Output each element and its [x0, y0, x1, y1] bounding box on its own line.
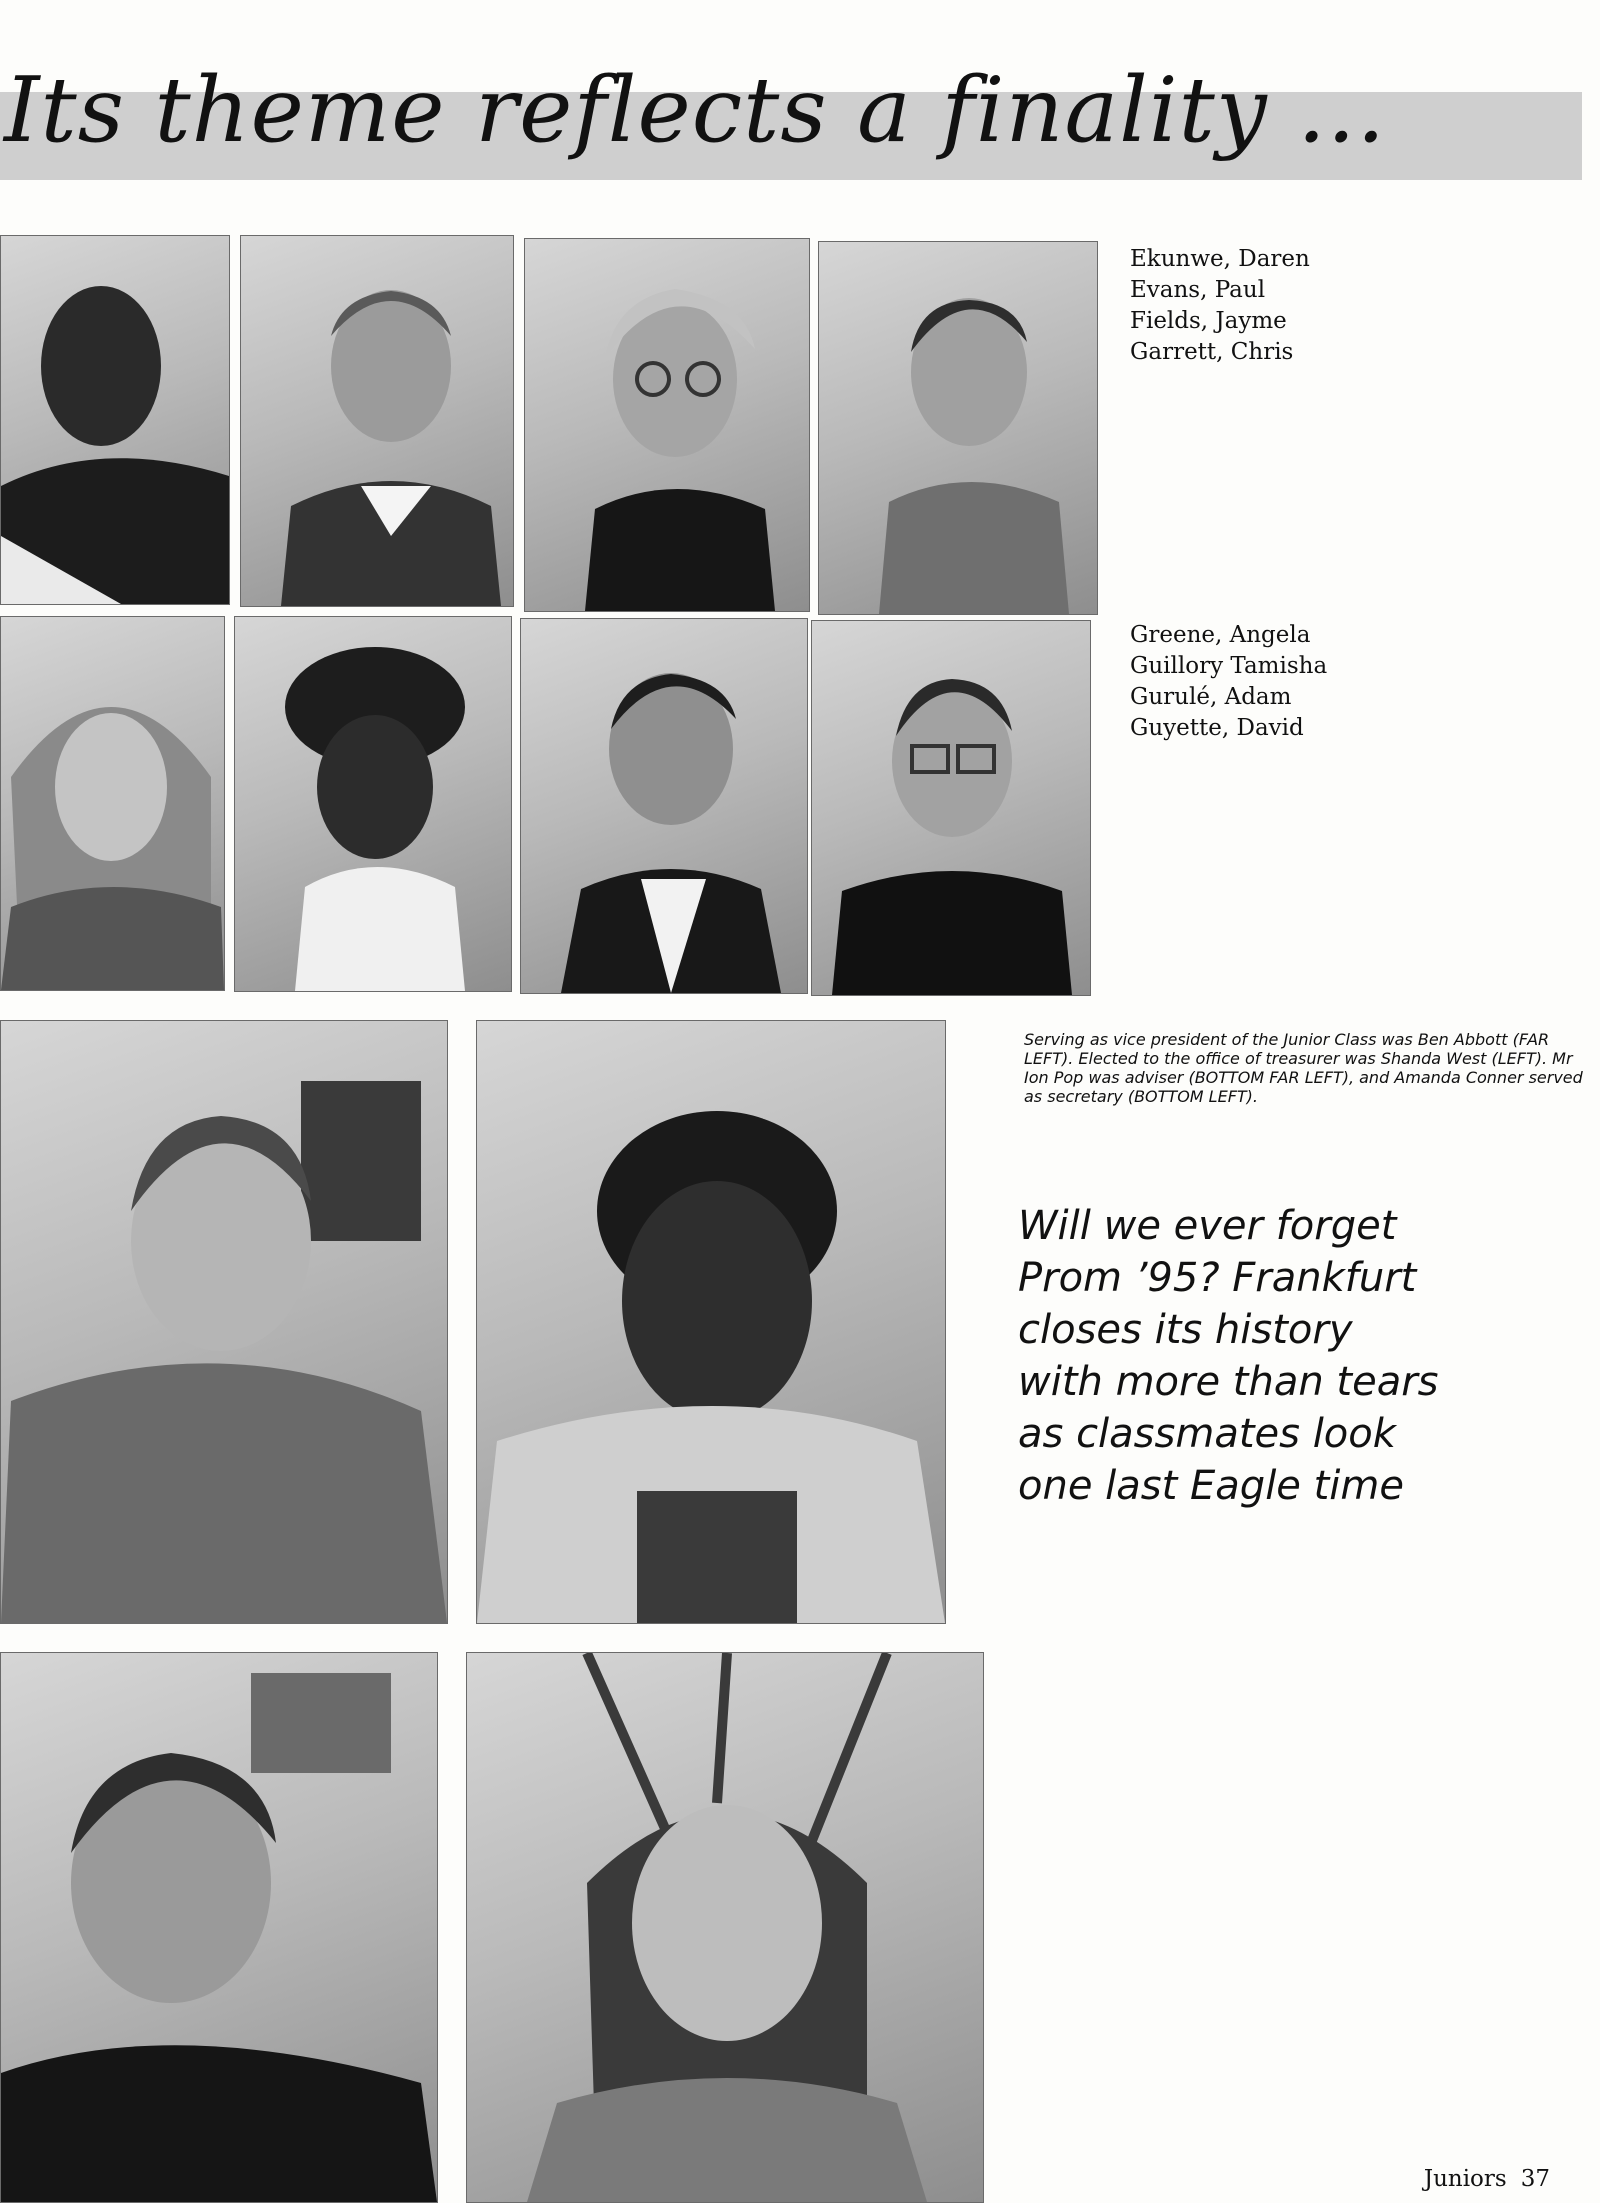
portrait-photo: [520, 618, 808, 994]
portrait-silhouette-icon: [1, 236, 229, 604]
portrait-silhouette-icon: [525, 239, 809, 611]
student-name: Fields, Jayme: [1130, 308, 1287, 334]
candid-photo: [476, 1020, 946, 1624]
page-heading: Its theme reflects a finality ...: [4, 58, 1387, 163]
portrait-silhouette-icon: [241, 236, 513, 606]
section-label: Juniors: [1423, 2166, 1507, 2192]
student-name: Greene, Angela: [1130, 622, 1311, 648]
student-name: Gurulé, Adam: [1130, 684, 1292, 710]
portrait-photo: [818, 241, 1098, 615]
portrait-photo: [524, 238, 810, 612]
pull-quote-line: as classmates look: [1018, 1411, 1396, 1457]
candid-photo: [466, 1652, 984, 2203]
portrait-silhouette-icon: [477, 1021, 945, 1623]
portrait-silhouette-icon: [819, 242, 1097, 614]
student-name: Guyette, David: [1130, 715, 1304, 741]
candid-photo: [0, 1020, 448, 1624]
name-list-row-1: [1130, 244, 1310, 368]
portrait-silhouette-icon: [1, 1021, 447, 1623]
portrait-silhouette-icon: [467, 1653, 983, 2202]
page-footer: [1424, 2166, 1550, 2192]
portrait-photo: [234, 616, 512, 992]
portrait-silhouette-icon: [1, 617, 224, 990]
portrait-silhouette-icon: [235, 617, 511, 991]
candid-photo: [0, 1652, 438, 2203]
portrait-silhouette-icon: [1, 1653, 437, 2202]
student-name: Guillory Tamisha: [1130, 653, 1328, 679]
portrait-photo: [0, 235, 230, 605]
pull-quote-line: closes its history: [1018, 1307, 1353, 1353]
photo-caption: Serving as vice president of the Junior Class was Ben Abbott (FAR LEFT). Elected to the office of treasurer was Shanda West (LEFT). Mr Ion Pop was adviser (BOTTOM FAR LEFT), and Amanda Conner served as secretary (BOTTOM LEFT).: [1024, 1030, 1583, 1106]
portrait-photo: [240, 235, 514, 607]
pull-quote-line: Will we ever forget: [1018, 1203, 1397, 1249]
portrait-silhouette-icon: [812, 621, 1090, 995]
portrait-silhouette-icon: [521, 619, 807, 993]
student-name: Garrett, Chris: [1130, 339, 1294, 365]
student-name: Ekunwe, Daren: [1130, 246, 1310, 272]
name-list-row-2: [1130, 620, 1327, 744]
portrait-photo: [0, 616, 225, 991]
pull-quote-line: with more than tears: [1018, 1359, 1439, 1405]
pull-quote-line: one last Eagle time: [1018, 1463, 1404, 1509]
pull-quote-line: Prom ’95? Frankfurt: [1018, 1255, 1417, 1301]
portrait-photo: [811, 620, 1091, 996]
page-number: 37: [1520, 2166, 1550, 2192]
student-name: Evans, Paul: [1130, 277, 1266, 303]
pull-quote: [1018, 1200, 1558, 1512]
